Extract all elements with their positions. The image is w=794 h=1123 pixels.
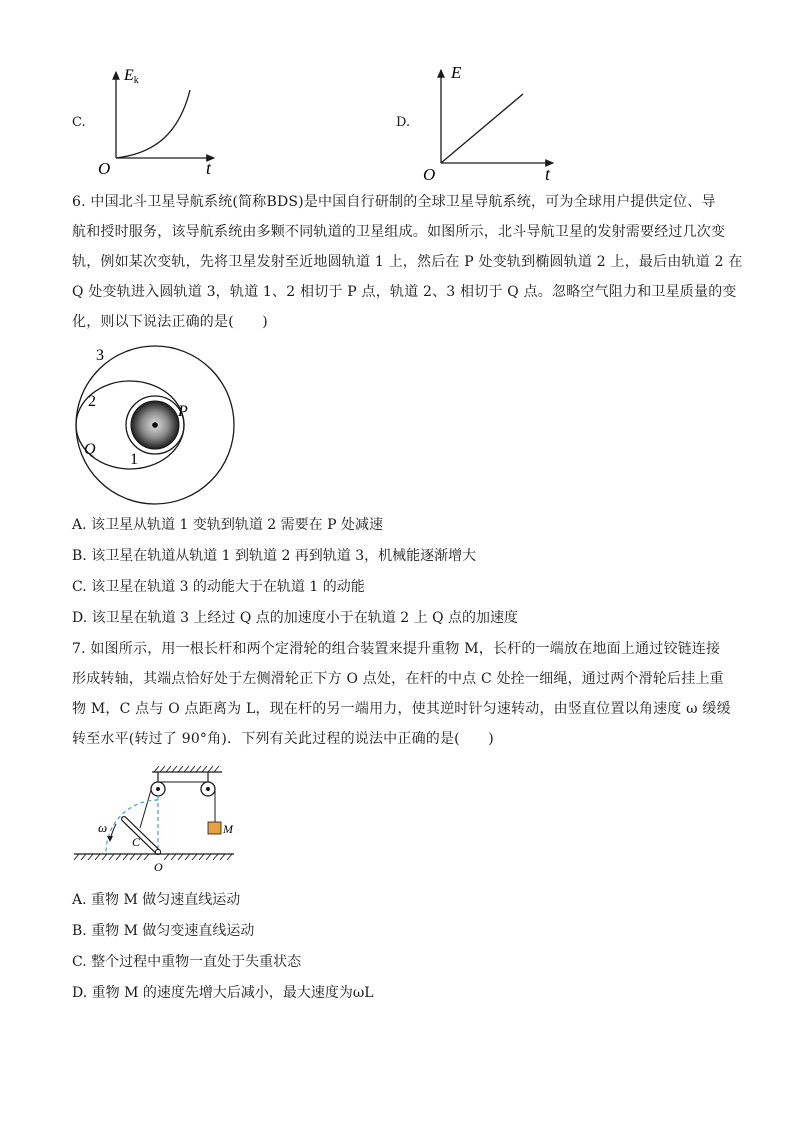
graph-c-ek-vs-t [90, 60, 230, 185]
question-7-text [72, 634, 731, 754]
rope-to-c [140, 790, 151, 828]
q6-option-a: A. 该卫星从轨道 1 变轨到轨道 2 需要在 P 处减速 [72, 517, 383, 533]
q6-line: 航和授时服务，该导航系统由多颗不同轨道的卫星组成。如图所示，北斗导航卫星的发射需要经过几次变 [72, 224, 726, 240]
point-c-label: C [132, 835, 141, 849]
orbit-2-label: 2 [88, 393, 96, 410]
graph-d-axis-y-label: E [451, 63, 462, 82]
q6-line: 化，则以下说法正确的是( ) [72, 314, 268, 330]
ground-hatch [74, 854, 232, 860]
option-c-label: C. [72, 115, 86, 130]
weight-m [208, 822, 221, 834]
orbit-diagram [72, 340, 242, 510]
graph-d-line [441, 94, 523, 163]
graph-c-axis-y-label: Ek [124, 67, 139, 86]
graph-d-axis-x-label: t [545, 164, 551, 184]
option-d-label: D. [396, 115, 411, 130]
q6-line: 轨，例如某次变轨，先将卫星发射至近地圆轨道 1 上，然后在 P 处变轨到椭圆轨道 2 上，最后由轨道 2 在 [72, 254, 743, 270]
q7-option-c: C. 整个过程中重物一直处于失重状态 [72, 954, 302, 970]
pulley-diagram [72, 762, 242, 877]
q6-option-b: B. 该卫星在轨道从轨道 1 到轨道 2 再到轨道 3，机械能逐渐增大 [72, 548, 477, 564]
q7-line: 物 M，C 点与 O 点距离为 L，现在杆的另一端用力，使其逆时针匀速转动，由竖直位置以角速度 ω 缓缓 [72, 701, 731, 717]
graph-d-origin-label: O [423, 165, 436, 184]
q6-option-d: D. 该卫星在轨道 3 上经过 Q 点的加速度小于在轨道 2 上 Q 点的加速度 [72, 610, 518, 626]
point-q-label: Q [84, 441, 96, 458]
q7-option-d: D. 重物 M 的速度先增大后减小，最大速度为ωL [72, 985, 374, 1001]
graph-c-origin-label: O [98, 159, 111, 178]
graph-d-e-vs-t [415, 60, 565, 185]
q7-option-b: B. 重物 M 做匀变速直线运动 [72, 923, 255, 939]
weight-m-label: M [223, 822, 233, 836]
question-6-text [72, 187, 743, 337]
omega-label: ω [98, 820, 108, 835]
q7-line: 转至水平(转过了 90°角)．下列有关此过程的说法中正确的是( ) [72, 731, 494, 747]
ceiling-hatch [154, 766, 219, 772]
point-p-label: P [178, 403, 188, 420]
graph-c-curve [116, 90, 190, 158]
earth-center-dot [152, 422, 158, 428]
point-o-label: O [154, 860, 163, 874]
orbit-1-label: 1 [130, 451, 138, 468]
orbit-3-label: 3 [96, 347, 104, 364]
q6-line: 6. 中国北斗卫星导航系统(简称BDS)是中国自行研制的全球卫星导航系统，可为全球用户提供定位、导 [72, 194, 716, 210]
q7-option-a: A. 重物 M 做匀速直线运动 [72, 892, 241, 908]
q6-option-c: C. 该卫星在轨道 3 的动能大于在轨道 1 的动能 [72, 579, 365, 595]
graph-c-axis-x-label: t [206, 158, 212, 178]
q7-line: 形成转轴，其端点恰好处于左侧滑轮正下方 O 点处，在杆的中点 C 处拴一细绳，通过两个滑轮后挂上重 [72, 671, 724, 687]
q6-line: Q 处变轨进入圆轨道 3，轨道 1、2 相切于 P 点，轨道 2、3 相切于 Q 点。忽略空气阻力和卫星质量的变 [72, 284, 737, 300]
q7-line: 7. 如图所示，用一根长杆和两个定滑轮的组合装置来提升重物 M，长杆的一端放在地面上通过铰链连接 [72, 641, 721, 657]
